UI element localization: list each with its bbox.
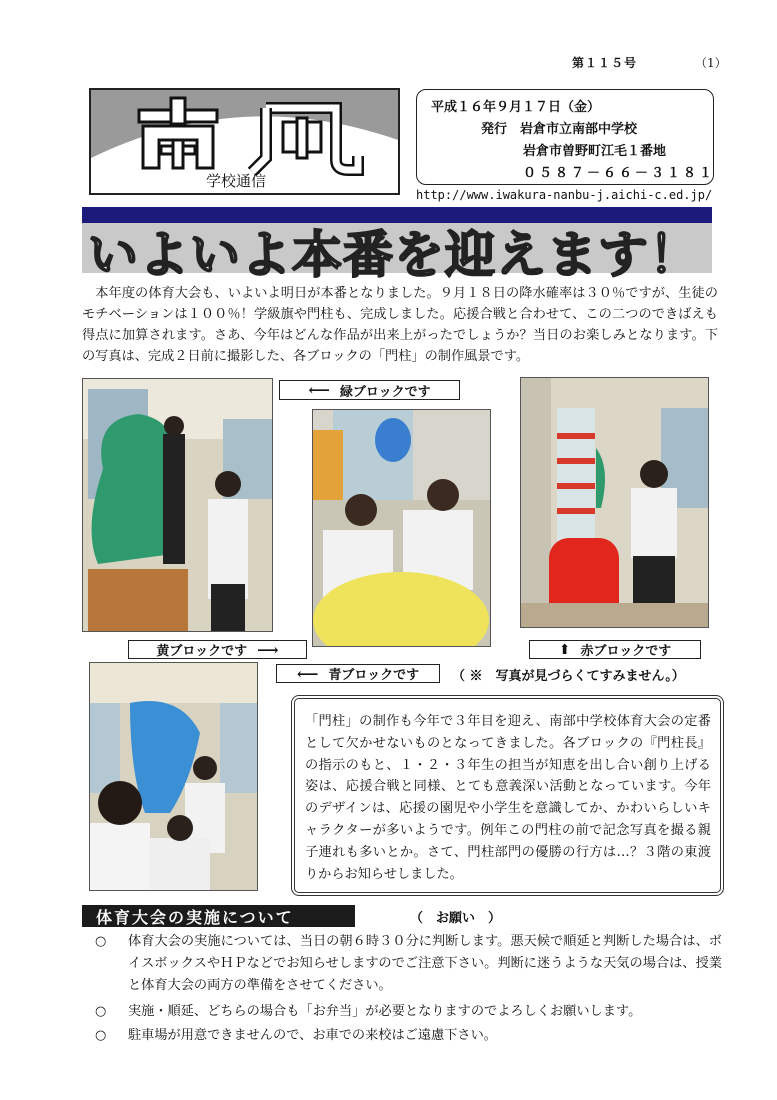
publisher: 発行 岩倉市立南部中学校: [481, 122, 638, 137]
notice-item-2-text: 実施・順延、どちらの場合も「お弁当」が必要となりますのでよろしくお願いします。: [128, 1004, 642, 1019]
notice-item-1: [128, 931, 722, 997]
section-title: 体育大会の実施について: [82, 905, 355, 927]
notice-item-3: [128, 1025, 722, 1047]
bullet-icon: ○: [95, 1028, 107, 1043]
section-subtitle: （ お願い ）: [410, 911, 502, 926]
page-number: （1）: [695, 56, 727, 70]
newsletter-logo: [89, 88, 400, 195]
label-red-text: 赤ブロックです: [580, 644, 672, 659]
arrow-right-icon: ⟶: [257, 640, 279, 659]
feature-text-frame: [291, 695, 724, 896]
notice-item-3-text: 駐車場が用意できませんので、お車での来校はご遠慮下さい。: [128, 1028, 497, 1043]
bullet-icon: ○: [95, 934, 107, 949]
arrow-left-icon: ⟵: [296, 664, 319, 683]
publication-info-box: [416, 89, 714, 185]
issue-date: 平成１６年９月１７日（金）: [431, 100, 601, 115]
photo-yellow-block: [82, 378, 273, 632]
photo-note: （ ※ 写真が見づらくてすみません。）: [452, 669, 685, 684]
bullet-icon: ○: [95, 1004, 107, 1019]
notice-item-2: [128, 1001, 722, 1023]
school-phone: ０５８７－６６－３１８１: [523, 166, 716, 181]
label-blue-block: [276, 664, 440, 683]
photo-yellow-image: [83, 379, 272, 631]
photo-green-image: [313, 410, 490, 646]
notice-item-1-text: 体育大会の実施については、当日の朝６時３０分に判断します。悪天候で順延と判断した場合は、ボイスボックスやＨＰなどでお知らせしますのでご注意下さい。判断に迷うような天気の場合は、授業と体育大会の両方の準備をさせてください。: [128, 934, 722, 993]
issue-number: 第１１５号: [572, 56, 638, 70]
photo-green-block: [312, 409, 491, 647]
photo-red-image: [521, 378, 708, 627]
label-red-block: [529, 640, 701, 659]
label-yellow-block: [128, 640, 307, 659]
photo-red-block: [520, 377, 709, 628]
label-blue-text: 青ブロックです: [328, 668, 420, 683]
arrow-left-icon: ⟵: [308, 381, 330, 399]
label-yellow-text: 黄ブロックです: [156, 644, 248, 659]
label-green-block: [279, 380, 460, 400]
feature-text: 「門柱」の制作も今年で３年目を迎え、南部中学校体育大会の定番として欠かせないものとなってきました。各ブロックの『門柱長』の指示のもと、１・２・３年生の担当が知恵を出し合い創り上げる姿は、応援合戦と同様、とても意義深い活動となっています。今年のデザインは、応援の園児や小学生を意識してか、かわいらしいキャラクターが多いようです。例年この門柱の前で記念写真を撮る親子連れも多いとか。さて、門柱部門の優勝の行方は…？３階の東渡りからお知らせしました。: [305, 714, 711, 882]
school-address: 岩倉市曽野町江毛１番地: [523, 144, 667, 159]
arrow-up-icon: ⬆: [558, 641, 571, 658]
school-url[interactable]: http://www.iwakura-nanbu-j.aichi-c.ed.jp/: [416, 188, 713, 202]
headline: いよいよ本番を迎えます！: [88, 226, 700, 284]
photo-blue-image: [90, 663, 257, 890]
logo-subtitle: 学校通信: [206, 172, 267, 190]
photo-blue-block: [89, 662, 258, 891]
intro-paragraph: 本年度の体育大会も、いよいよ明日が本番となりました。９月１８日の降水確率は３０％ですが、生徒のモチベーションは１００％！学級旗や門柱も、完成しました。応援合戦と合わせて、この二つのできばえも得点に加算されます。さあ、今年はどんな作品が出来上がったでしょうか？当日のお楽しみとなります。下の写真は、完成２日前に撮影した、各ブロックの「門柱」の制作風景です。: [82, 286, 718, 364]
label-green-text: 緑ブロックです: [339, 384, 431, 400]
headline-banner: [82, 207, 712, 284]
